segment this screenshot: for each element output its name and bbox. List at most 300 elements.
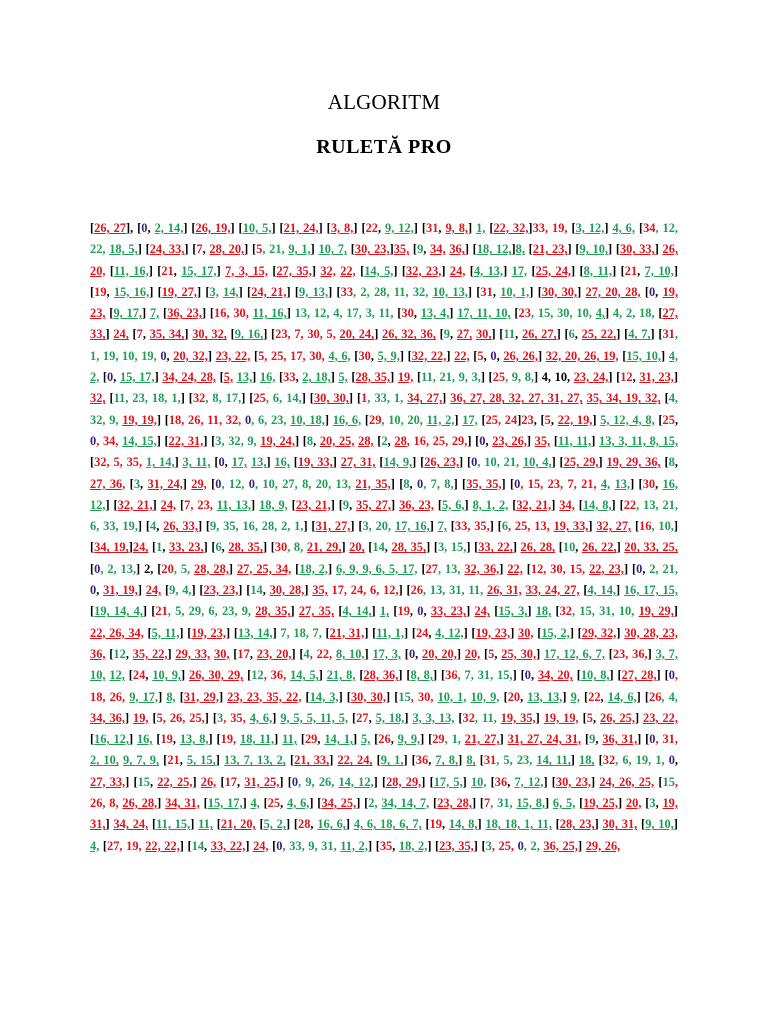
sequence-token: 32, 27, — [596, 519, 632, 534]
sequence-token: 5, 2, — [263, 817, 286, 832]
sequence-token: , — [600, 689, 608, 704]
sequence-token: 7, 8, — [435, 753, 459, 768]
sequence-token: ] — [266, 455, 275, 470]
sequence-token: , — [106, 284, 114, 299]
sequence-token: 17 — [224, 774, 237, 789]
sequence-token: 0 — [248, 476, 255, 491]
sequence-token: ] [ — [637, 732, 650, 747]
sequence-token: 26, 19, — [195, 221, 231, 235]
sequence-token: [ — [631, 519, 640, 534]
sequence-token: 13, 8, — [179, 732, 209, 747]
sequence-token: 25 — [267, 796, 281, 811]
sequence-token: 13, 14, — [237, 625, 273, 640]
sequence-token: [ — [640, 284, 649, 299]
sequence-token: 33, 19, — [532, 221, 568, 235]
sequence-token: ] — [304, 583, 313, 598]
sequence-token: ] [ — [90, 519, 679, 555]
sequence-token: ] [ — [149, 284, 162, 299]
sequence-token: [ — [660, 391, 669, 406]
sequence-token: 9, — [570, 689, 580, 704]
sequence-token: [ — [522, 561, 531, 576]
sequence-token: , — [575, 540, 582, 555]
sequence-token: ] — [128, 732, 137, 747]
sequence-token: ] [ — [90, 263, 678, 299]
sequence-token: 0 — [668, 668, 675, 683]
sequence-token: [ — [216, 370, 224, 385]
sequence-token: ] — [517, 412, 522, 427]
number-sequence-body — [90, 218, 678, 857]
sequence-token: ] [ — [367, 838, 380, 853]
sequence-token: , 30, 15, — [543, 561, 590, 576]
sequence-token: , 32, 9, — [221, 433, 261, 448]
sequence-token: 24, — [253, 838, 269, 853]
sequence-token: 33, 22, — [210, 838, 246, 853]
sequence-token: 19, 25, — [583, 796, 619, 811]
sequence-token: ] — [364, 646, 373, 661]
sequence-token: ] [ — [466, 540, 479, 555]
sequence-token: ] — [535, 710, 544, 725]
sequence-token: [ — [216, 774, 225, 789]
sequence-token: 6 — [215, 540, 222, 555]
sequence-token: [ — [480, 646, 489, 661]
sequence-token: ] [ — [348, 391, 362, 406]
sequence-token: ] [ — [501, 476, 515, 491]
sequence-token: , 23, — [190, 497, 217, 512]
sequence-token: 27, 35, — [298, 604, 335, 619]
sequence-token: [ — [618, 348, 627, 363]
sequence-token: ] [ — [230, 221, 243, 235]
sequence-token: 24, — [449, 263, 466, 278]
sequence-token: 9, 1, — [288, 242, 311, 257]
sequence-token: 31, 29, — [183, 689, 219, 704]
sequence-token: 21, 24, — [283, 221, 319, 235]
sequence-token: 9, 9, — [397, 732, 421, 747]
sequence-token: 5, 9, — [377, 348, 400, 363]
sequence-token: , 32, 9, — [90, 391, 679, 427]
sequence-token: 13, 7, 13, 2, — [224, 753, 286, 768]
sequence-token: [ — [533, 625, 542, 640]
sequence-token: 5 — [256, 242, 263, 257]
sequence-token: 25 — [662, 412, 675, 427]
sequence-token: , — [202, 242, 210, 257]
sequence-token: 17, 24, 6, 12, — [327, 583, 399, 598]
sequence-token: , 5, — [173, 561, 195, 576]
sequence-token: ] — [330, 370, 339, 385]
sequence-token: 4, 14, — [587, 583, 617, 598]
sequence-token: 12 — [620, 370, 633, 385]
sequence-token: [ — [641, 796, 650, 811]
sequence-token: 13, — [236, 370, 253, 385]
sequence-token: 27, 33, — [90, 774, 126, 789]
sequence-token: 18, 12, — [476, 242, 512, 257]
sequence-token: 27 — [107, 838, 120, 853]
sequence-token: 16 — [639, 519, 652, 534]
sequence-token: 9, 17, — [129, 689, 159, 704]
sequence-token: 5, — [338, 370, 348, 385]
sequence-token: ] [ — [204, 710, 217, 725]
sequence-token: 15, 2, — [541, 625, 570, 640]
sequence-token: 16, — [274, 455, 290, 470]
sequence-token: 21, 31, — [329, 625, 365, 640]
sequence-token: ] — [673, 604, 678, 619]
sequence-token: 10, 4, — [522, 455, 552, 470]
sequence-token: 35, — [312, 583, 328, 598]
sequence-token: [ — [355, 263, 365, 278]
sequence-token: 13, — [614, 476, 631, 491]
sequence-token: 25, 22, — [581, 327, 617, 342]
sequence-token: ] [ — [543, 774, 556, 789]
sequence-token: ] — [328, 561, 337, 576]
sequence-token: [ — [259, 796, 268, 811]
sequence-token: [ — [389, 604, 398, 619]
sequence-token: , — [368, 710, 376, 725]
sequence-token: ] — [616, 583, 624, 598]
sequence-token: 4 — [303, 646, 310, 661]
sequence-token: [ — [469, 348, 478, 363]
sequence-token: 22, — [507, 561, 523, 576]
sequence-token: 19, 33, — [297, 455, 333, 470]
sequence-token: [ — [524, 242, 533, 257]
sequence-token: 3, 7, 10, — [90, 646, 678, 683]
sequence-token: ] [ — [279, 774, 292, 789]
sequence-token: ] — [142, 306, 150, 321]
sequence-token: ] — [128, 540, 133, 555]
sequence-token: 35, 22, — [132, 646, 168, 661]
sequence-token: 15 — [137, 774, 150, 789]
sequence-token: [ — [296, 732, 305, 747]
sequence-token: 19, 23, — [90, 284, 679, 321]
sequence-token: [ — [454, 710, 463, 725]
sequence-token: 31, 19, — [103, 583, 138, 598]
sequence-token: 32, 23, — [406, 263, 442, 278]
sequence-token: 30, 30, — [350, 689, 387, 704]
sequence-token: ] [ — [226, 625, 238, 640]
sequence-token: 8, — [515, 242, 525, 257]
sequence-token: 5, 15, — [186, 753, 216, 768]
sequence-token: 8 — [306, 433, 314, 448]
sequence-token: ] — [594, 817, 603, 832]
sequence-token: , 30, — [410, 689, 438, 704]
sequence-token: [ — [578, 710, 587, 725]
sequence-token: , — [377, 221, 386, 235]
sequence-token: 13, 4, — [420, 306, 450, 321]
sequence-token: ] [ — [571, 263, 584, 278]
sequence-token: ] [ — [285, 817, 299, 832]
sequence-token: 3 — [216, 710, 224, 725]
sequence-token: , — [140, 476, 148, 491]
sequence-token: , — [384, 540, 392, 555]
sequence-token: 22 — [588, 689, 601, 704]
sequence-token: [ — [637, 817, 646, 832]
sequence-token: [ — [634, 221, 644, 235]
sequence-token: [ — [125, 476, 134, 491]
sequence-token: 6, 9, 9, 6, 5, 17, — [336, 561, 418, 576]
sequence-token: ] — [604, 306, 613, 321]
sequence-token: ] — [290, 604, 299, 619]
sequence-token: ] [ — [179, 838, 192, 853]
sequence-token: 19, 35, — [500, 710, 536, 725]
sequence-token: [ — [226, 327, 235, 342]
sequence-token: [ — [574, 497, 583, 512]
sequence-token: 9 — [342, 497, 350, 512]
sequence-token: 8 — [668, 455, 675, 470]
sequence-token: ] — [216, 263, 226, 278]
sequence-token: 10, 9, — [470, 689, 500, 704]
sequence-token: [ — [124, 668, 133, 683]
sequence-token: 15, 16, — [113, 284, 150, 299]
sequence-token: 20, 33, 25, — [624, 540, 678, 555]
sequence-token: 24 — [415, 625, 429, 640]
sequence-token: 29, 26, — [585, 838, 621, 853]
sequence-token: ] — [551, 497, 560, 512]
sequence-token: , — [173, 263, 182, 278]
sequence-token: 2, 18, — [302, 370, 331, 385]
sequence-token: 7 — [184, 497, 191, 512]
sequence-token: 32 — [192, 391, 206, 406]
sequence-token: 14, 1, — [324, 732, 353, 747]
sequence-token: ] [ — [203, 433, 216, 448]
sequence-token: [ — [153, 561, 162, 576]
sequence-token: 33, 23, — [430, 604, 467, 619]
sequence-token: [ — [413, 370, 422, 385]
sequence-token: 9, 8, — [445, 221, 468, 235]
sequence-token: ] [ — [611, 497, 624, 512]
sequence-token: [ — [654, 774, 663, 789]
sequence-token: ] — [661, 348, 669, 363]
sequence-token: ] — [174, 455, 183, 470]
sequence-token: [ — [199, 796, 208, 811]
sequence-token: ] — [592, 412, 601, 427]
sequence-token: 26, 28, — [122, 796, 158, 811]
sequence-token: 35, 35, — [466, 476, 502, 491]
sequence-token: ] [ — [125, 774, 138, 789]
sequence-token: , 5, 29, 6, 23, 9, — [167, 604, 256, 619]
sequence-token: , 10, 21, — [477, 455, 523, 470]
sequence-token: [ — [210, 455, 219, 470]
sequence-token: ] — [616, 625, 625, 640]
sequence-token: ] [ — [608, 370, 621, 385]
sequence-token: 12 — [530, 561, 544, 576]
sequence-token: , 33, 9, 31, — [282, 838, 341, 853]
sequence-token: 31 — [480, 284, 493, 299]
sequence-token: [ — [350, 348, 359, 363]
sequence-token: ] [ — [286, 284, 299, 299]
sequence-token: ] [ — [623, 561, 637, 576]
sequence-token: 20 — [161, 561, 174, 576]
sequence-token: ] — [527, 604, 536, 619]
sequence-token: 20 — [507, 689, 521, 704]
sequence-token: 10 — [562, 540, 576, 555]
sequence-token: [ — [551, 817, 560, 832]
sequence-token: ] [ — [630, 476, 643, 491]
sequence-token: [ — [105, 646, 114, 661]
sequence-token: ] — [591, 774, 600, 789]
sequence-token: ] — [180, 668, 190, 683]
sequence-token: 15, 17, — [181, 263, 217, 278]
sequence-token: 35, 34, — [149, 327, 185, 342]
sequence-token: 7, 3, 15, — [225, 263, 268, 278]
sequence-token: , 7, 30, 5, — [287, 327, 340, 342]
sequence-token: 26, 25, — [600, 710, 635, 725]
sequence-token: [ — [417, 561, 426, 576]
sequence-token: , 5, 35, — [106, 455, 146, 470]
sequence-token: ] — [512, 540, 521, 555]
sequence-token: 0 — [517, 838, 524, 853]
sequence-token: 10, 7, — [318, 242, 348, 257]
sequence-token: , 10, 27, 8, 20, 13, — [254, 476, 356, 491]
sequence-token: 16, 12, — [94, 732, 129, 747]
sequence-token: [ — [105, 391, 114, 406]
sequence-token: 9, 12, — [385, 221, 414, 235]
sequence-token: , 10, — [651, 519, 674, 534]
sequence-token: ] [ — [551, 455, 564, 470]
sequence-token: [ — [409, 242, 418, 257]
sequence-token: ] — [251, 497, 260, 512]
sequence-token: 30 — [358, 348, 371, 363]
sequence-token: , 35, 16, 28, 2, 1, — [216, 519, 304, 534]
sequence-token: ] [ — [471, 796, 485, 811]
sequence-token: ] [ — [412, 455, 425, 470]
sequence-token: ] [ — [179, 625, 192, 640]
sequence-token: 34, 14, 7, — [381, 796, 430, 811]
sequence-token: 19, 23, — [191, 625, 227, 640]
sequence-token: [ — [575, 796, 584, 811]
sequence-token: ] [ — [467, 284, 481, 299]
sequence-token: 3 — [215, 433, 222, 448]
sequence-token: ] — [262, 540, 268, 555]
sequence-token: [ — [435, 327, 444, 342]
sequence-token: 21, 29, — [306, 540, 342, 555]
sequence-token: 6, 5, — [552, 796, 576, 811]
sequence-token: , 7, 31, 15, — [457, 668, 513, 683]
sequence-token: 0 — [636, 561, 643, 576]
sequence-token: 2, 14, — [154, 221, 184, 235]
sequence-token: 19 — [160, 732, 173, 747]
sequence-token: 33, 22, — [478, 540, 513, 555]
sequence-token: [ — [604, 646, 613, 661]
sequence-token: 35 — [379, 838, 393, 853]
sequence-token: 32, — [90, 391, 106, 406]
sequence-token: , 2, 13, — [100, 561, 137, 576]
sequence-token: ] — [673, 370, 679, 385]
sequence-token: , — [494, 646, 502, 661]
sequence-token: 11, 15, — [156, 817, 191, 832]
sequence-token: 15, 8, — [516, 796, 545, 811]
sequence-token: ] [ — [291, 646, 304, 661]
sequence-token: ] — [371, 604, 380, 619]
sequence-token: , 22, — [309, 646, 336, 661]
sequence-token: 5, 18, — [375, 710, 405, 725]
sequence-token: , — [507, 774, 515, 789]
sequence-token: 24 — [132, 668, 146, 683]
sequence-token: 19, — [220, 732, 237, 747]
sequence-token: 10, 8, — [580, 668, 610, 683]
sequence-token: ] — [654, 242, 663, 257]
sequence-token: , — [674, 412, 679, 427]
sequence-token: 24, 21, — [251, 284, 287, 299]
sequence-token: [ — [477, 412, 486, 427]
sequence-token: 0 — [649, 732, 656, 747]
sequence-token: 33 — [454, 519, 468, 534]
sequence-token: 23 — [612, 646, 626, 661]
sequence-token: , — [166, 348, 174, 363]
sequence-token: 11, — [282, 732, 297, 747]
sequence-token: 14, 8, — [448, 817, 478, 832]
sequence-token: 19, — [133, 710, 149, 725]
sequence-token: 19, 19, — [122, 412, 157, 427]
sequence-token: 25, 24, — [535, 263, 571, 278]
sequence-token: 36, 23, — [167, 306, 202, 321]
sequence-token: ] [ — [473, 838, 486, 853]
sequence-token: ] [ — [238, 284, 252, 299]
sequence-token: 30, 23, — [354, 242, 390, 257]
sequence-token: , 8, 17, — [205, 391, 242, 406]
sequence-token: 3, 3, 13, — [412, 710, 455, 725]
sequence-token: ] — [528, 221, 533, 235]
sequence-token: 9 — [589, 732, 596, 747]
sequence-token: 20, — [464, 646, 481, 661]
sequence-token: , 12, 22, — [90, 221, 679, 257]
sequence-token: ] — [499, 732, 508, 747]
sequence-token: 11, 13, — [216, 497, 252, 512]
sequence-token: [ — [572, 668, 581, 683]
sequence-token: 26, 23, — [424, 455, 460, 470]
sequence-token: 21, 27, — [464, 732, 500, 747]
sequence-token: [ — [581, 732, 590, 747]
sequence-token: 27, 35, — [276, 263, 312, 278]
sequence-token: , — [595, 732, 603, 747]
sequence-token: 7, — [149, 306, 160, 321]
sequence-token: , — [179, 753, 187, 768]
sequence-token: ] — [588, 519, 597, 534]
sequence-token: 14, 6, — [607, 689, 637, 704]
sequence-token: 24, 26, 25, — [599, 774, 655, 789]
sequence-token: ] [ — [350, 519, 363, 534]
sequence-token: ] — [329, 753, 338, 768]
sequence-token: 2, — [368, 796, 378, 811]
sequence-token: ] — [537, 348, 546, 363]
sequence-token: ] [ — [197, 519, 211, 534]
sequence-token: 22, — [340, 263, 356, 278]
sequence-token: 23, 22, — [215, 348, 251, 363]
sequence-token: , 19, — [119, 838, 142, 853]
sequence-token: 9, 5, 5, 11, 5, — [280, 710, 349, 725]
sequence-token: 4, 6, — [612, 221, 635, 235]
sequence-token: 10, 9, — [152, 668, 181, 683]
sequence-token: ] — [536, 646, 544, 661]
sequence-token: , — [295, 370, 303, 385]
sequence-token: 0 — [94, 561, 101, 576]
sequence-token: ] [ — [569, 625, 582, 640]
sequence-token: 4, 14, — [342, 604, 372, 619]
sequence-token: 3 — [485, 838, 492, 853]
sequence-token: , — [515, 327, 522, 342]
sequence-token: ] [ — [373, 774, 387, 789]
sequence-token: [ — [348, 710, 357, 725]
sequence-token: , [ — [533, 412, 545, 427]
sequence-token: , 6, 14, — [265, 391, 302, 406]
sequence-token: 22, 25, — [157, 774, 193, 789]
sequence-token: 14, 8, — [582, 497, 612, 512]
sequence-token: ] [ — [480, 370, 493, 385]
sequence-token: ] [ — [529, 284, 542, 299]
sequence-token: , — [113, 370, 120, 385]
sequence-token: 4 — [668, 391, 675, 406]
sequence-token: ] — [152, 497, 161, 512]
sequence-token: , 36, — [625, 646, 648, 661]
sequence-token: 8, 1, 2, — [472, 497, 509, 512]
sequence-token: , — [632, 370, 640, 385]
